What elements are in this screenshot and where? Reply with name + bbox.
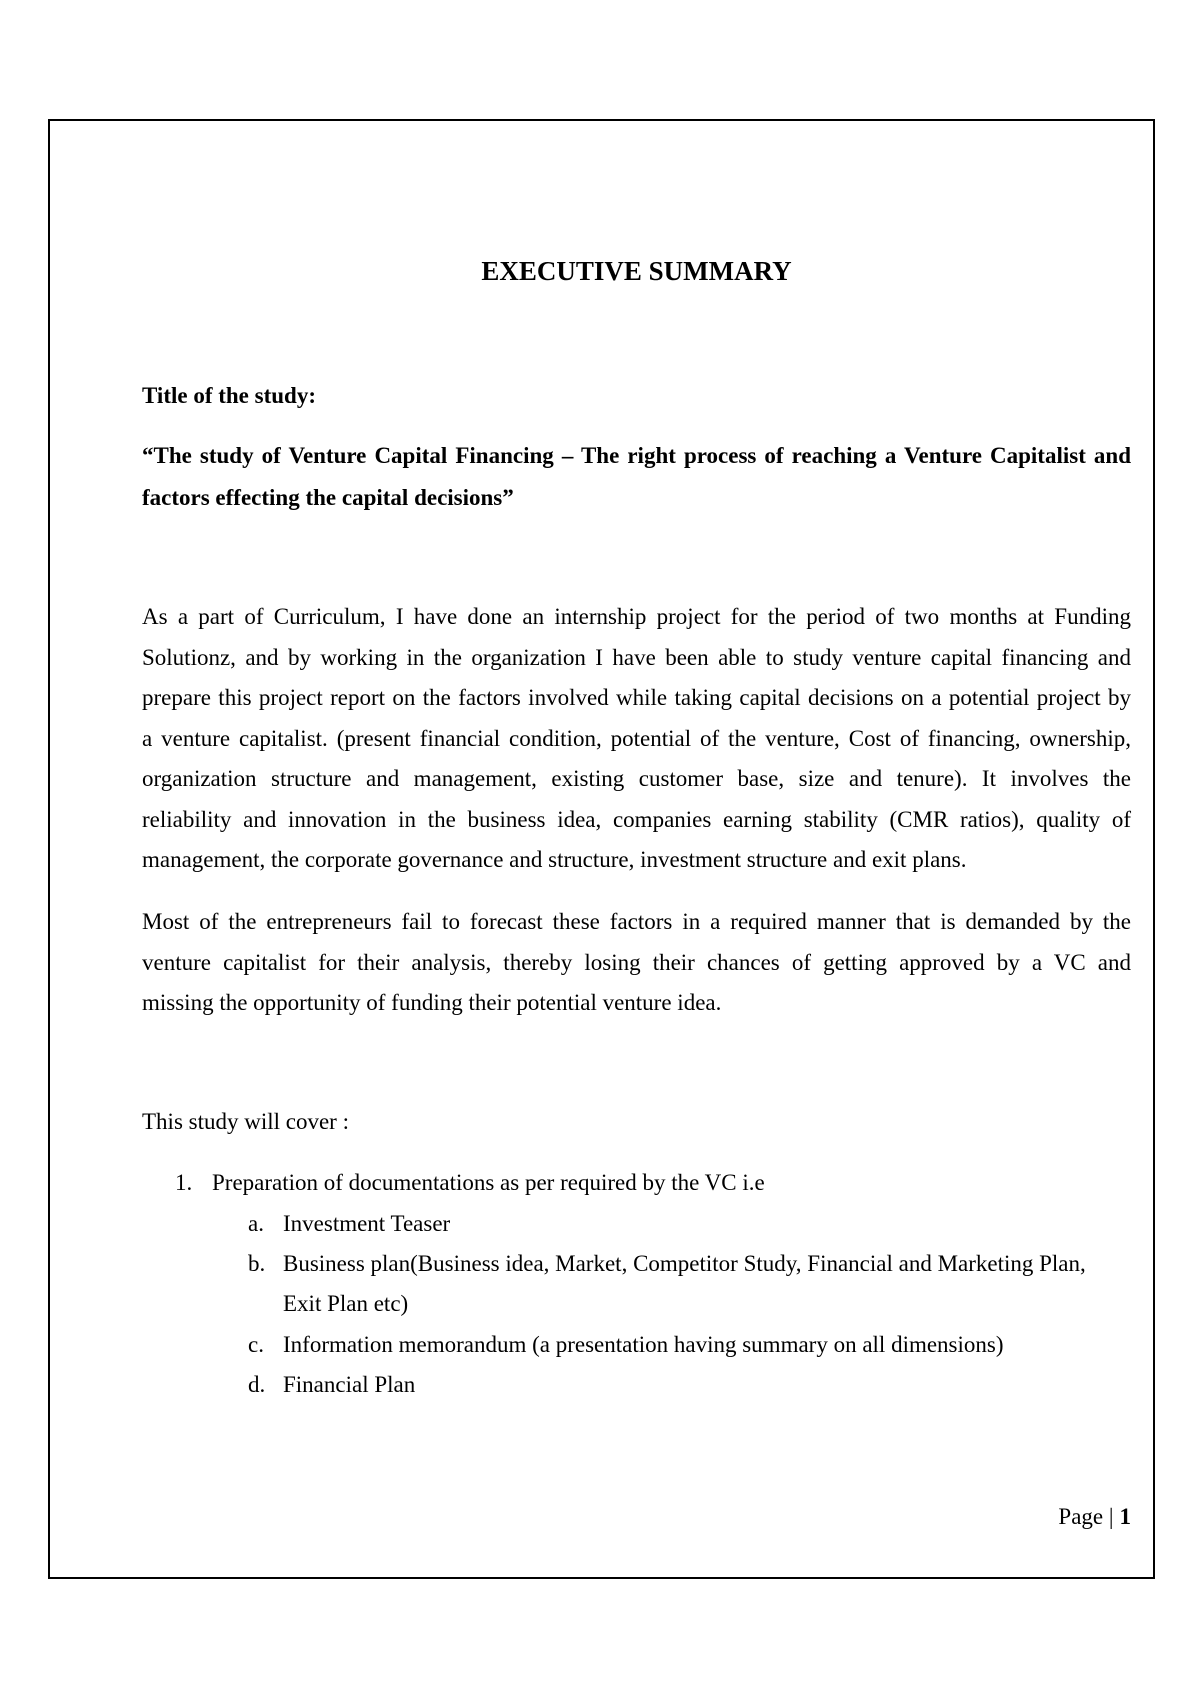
list-item-text: Preparation of documentations as per required by the VC i.e xyxy=(212,1170,765,1195)
page-label: Page | xyxy=(1058,1504,1114,1529)
study-title-label: Title of the study: xyxy=(142,383,316,408)
paragraph-line: Most of the entrepreneurs fail to forecast these factors in a required manner that is demanded by the xyxy=(142,909,1131,934)
sub-list-item-text: Information memorandum (a presentation having summary on all dimensions) xyxy=(283,1332,1004,1357)
sub-list-item xyxy=(0,1244,1200,1284)
paragraph-line: a venture capitalist. (present financial condition, potential of the venture, Cost of financing, ownership, xyxy=(142,725,1131,751)
summary-paragraph-1 xyxy=(142,597,1131,881)
sub-list-item-text: Investment Teaser xyxy=(283,1211,451,1236)
sub-list-item-text: Exit Plan etc) xyxy=(283,1291,409,1316)
sub-list-item xyxy=(0,1325,1200,1365)
paragraph-line: missing the opportunity of funding their potential venture idea. xyxy=(142,990,722,1015)
sub-list-marker: b. xyxy=(248,1251,266,1276)
paragraph-line: organization structure and management, existing customer base, size and tenure). It involves the xyxy=(142,766,1131,791)
paragraph-line: management, the corporate governance and structure, investment structure and exit plans. xyxy=(142,847,967,872)
paragraph-line: prepare this project report on the factors involved while taking capital decisions on a potential project by xyxy=(142,685,1131,710)
page-number: 1 xyxy=(1119,1504,1131,1529)
study-title xyxy=(142,435,1131,519)
paragraph-line: reliability and innovation in the business idea, companies earning stability (CMR ratios), quality of xyxy=(142,806,1131,832)
sub-list-marker: c. xyxy=(248,1332,264,1357)
paragraph-line: Solutionz, and by working in the organization I have been able to study venture capital financing and xyxy=(142,644,1131,670)
paragraph-line: venture capitalist for their analysis, thereby losing their chances of getting approved by a VC and xyxy=(142,949,1131,975)
page-title: EXECUTIVE SUMMARY xyxy=(481,256,792,286)
coverage-intro: This study will cover : xyxy=(142,1109,349,1134)
sub-list-item xyxy=(0,1365,1200,1405)
study-title-line: factors effecting the capital decisions” xyxy=(142,485,514,510)
sub-list-marker: d. xyxy=(248,1372,266,1397)
summary-paragraph-2 xyxy=(142,902,1131,1024)
sub-list-item-text: Financial Plan xyxy=(283,1372,416,1397)
page-footer xyxy=(142,1497,1131,1537)
sub-list-item xyxy=(0,1204,1200,1244)
sub-list-marker: a. xyxy=(248,1211,264,1236)
study-title-line: “The study of Venture Capital Financing – The right process of reaching a Venture Capitalist and xyxy=(142,443,1131,468)
list-item xyxy=(0,1163,1200,1203)
sub-list-item-text: Business plan(Business idea, Market, Competitor Study, Financial and Marketing Plan, xyxy=(283,1251,1086,1276)
sub-list-item-continuation xyxy=(0,1284,1200,1324)
list-number: 1. xyxy=(175,1170,193,1195)
paragraph-line: As a part of Curriculum, I have done an internship project for the period of two months at Funding xyxy=(142,604,1131,629)
